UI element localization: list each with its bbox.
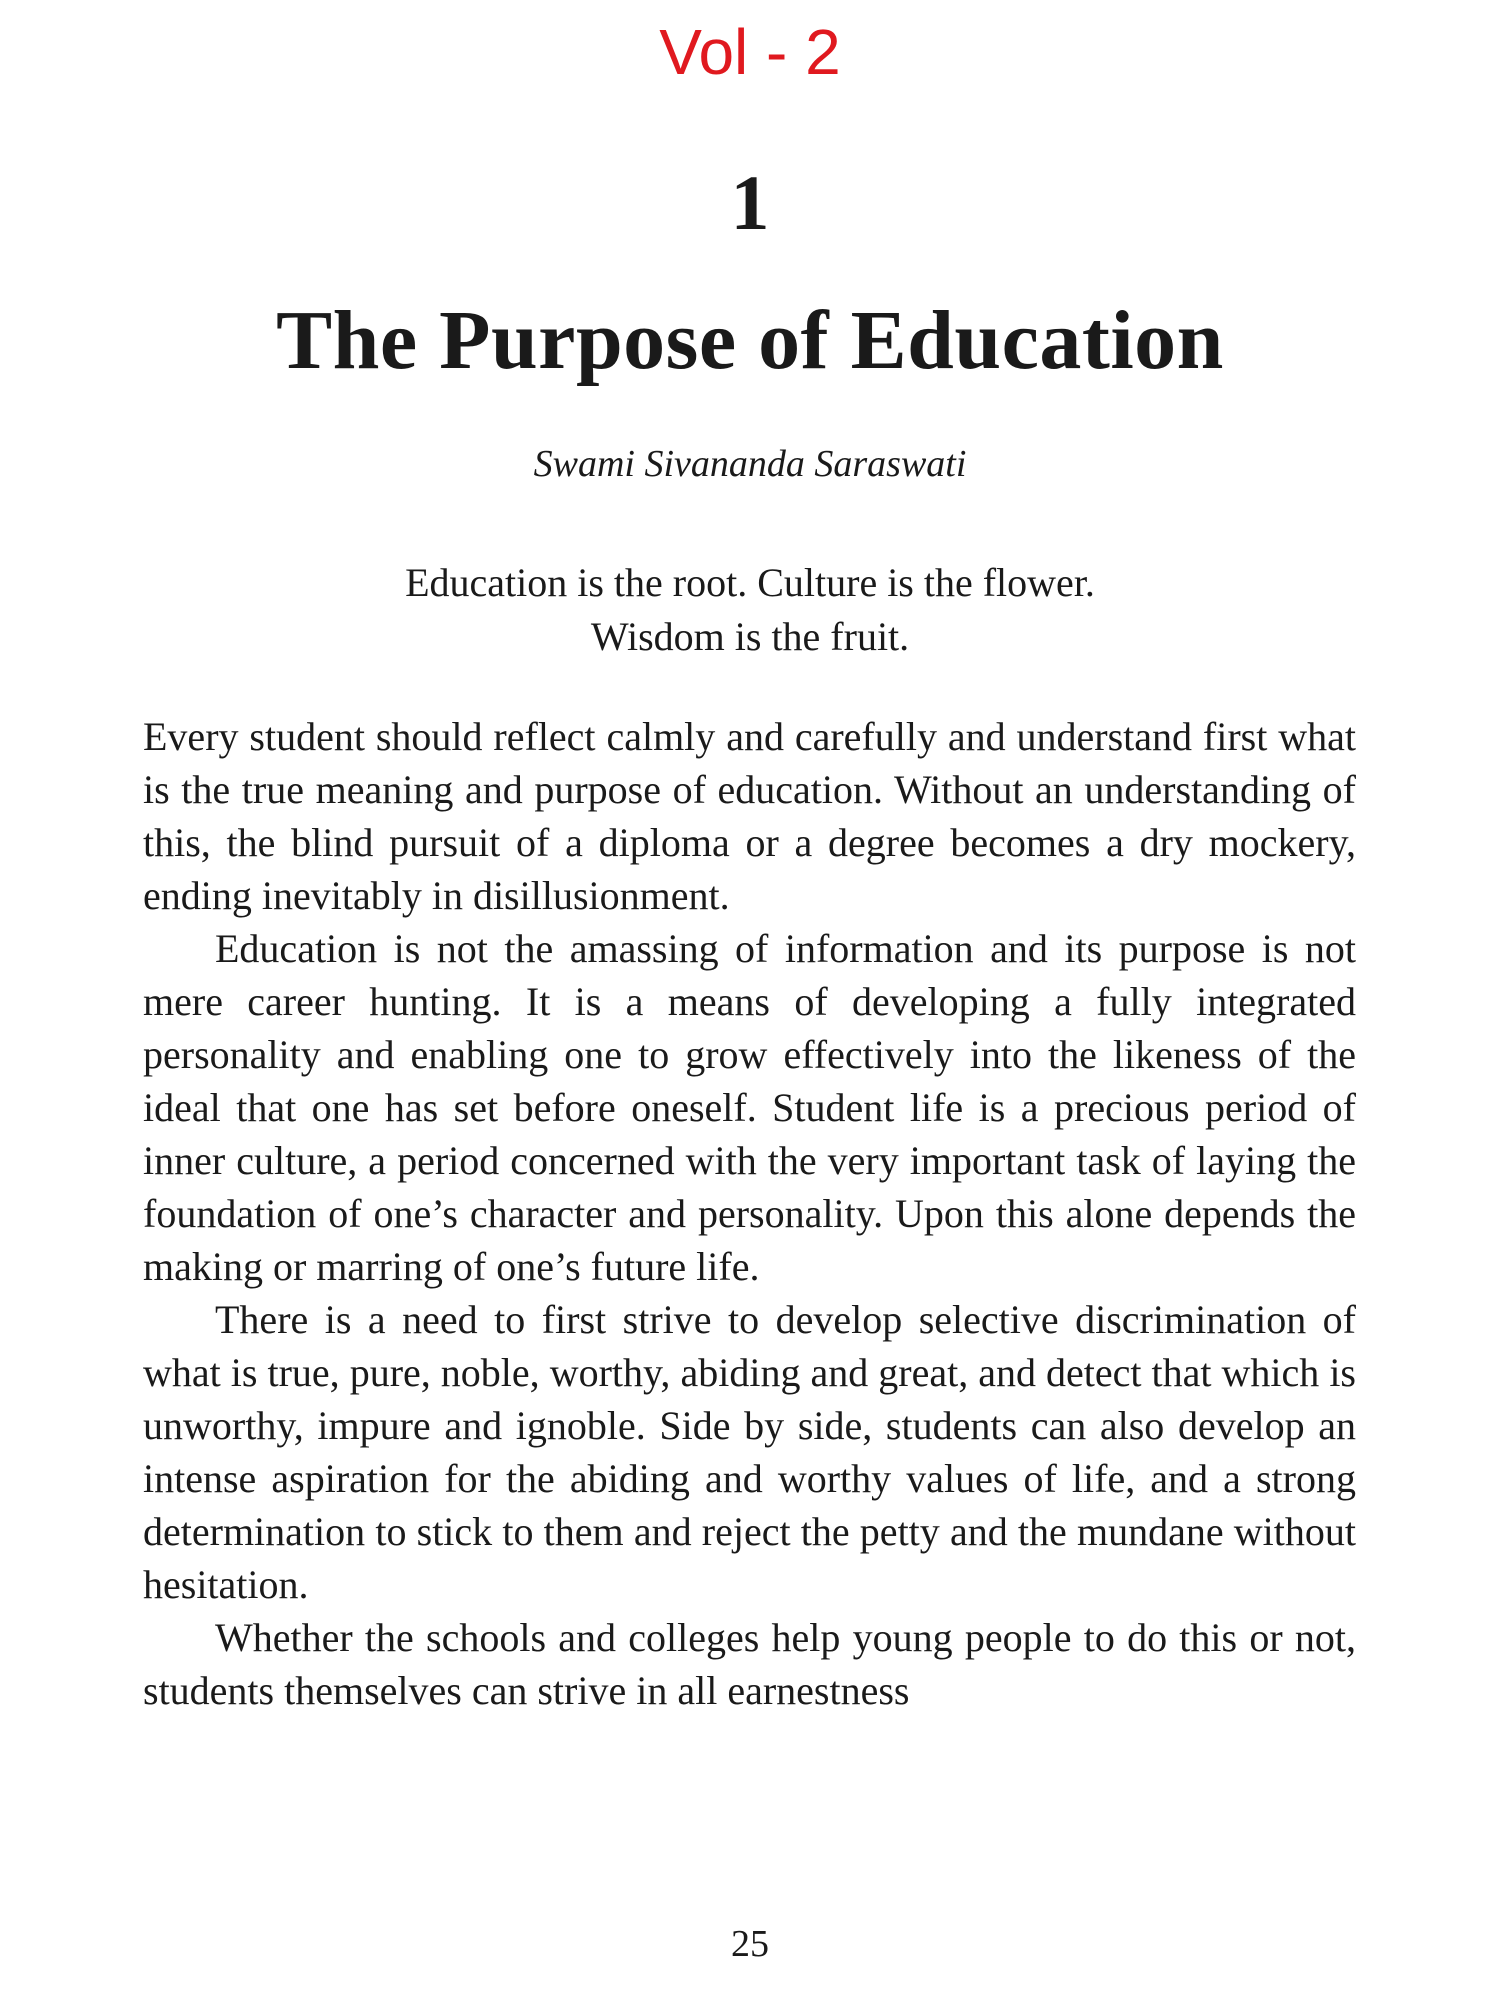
chapter-title: The Purpose of Education	[276, 294, 1224, 387]
paragraph-4: Whether the schools and colleges help young people to do this or not, students themselves can strive in all earnestness	[143, 1615, 1356, 1713]
epigraph-line-1: Education is the root. Culture is the flower.	[405, 560, 1095, 605]
paragraph-3: There is a need to first strive to develop selective discrimination of what is true, pure, noble, worthy, abiding and great, and detect that which is unworthy, impure and ignoble. Side by side, students can also develop an intense aspiration for the abiding and worthy values of life, and a strong determination to stick to them and reject the petty and the mundane without hesitation.	[143, 1297, 1356, 1607]
epigraph	[0, 556, 1500, 664]
paragraph-2: Education is not the amassing of information and its purpose is not mere career hunting. It is a means of developing a fully integrated personality and enabling one to grow effectively into the likeness of the ideal that one has set before oneself. Student life is a precious period of inner culture, a period concerned with the very important task of laying the foundation of one’s character and personality. Upon this alone depends the making or marring of one’s future life.	[143, 926, 1356, 1289]
author-name: Swami Sivananda Saraswati	[533, 443, 967, 485]
volume-label: Vol - 2	[659, 16, 841, 88]
page-number: 25	[731, 1923, 769, 1965]
body-text	[143, 710, 1356, 1717]
epigraph-line-2: Wisdom is the fruit.	[590, 614, 910, 659]
paragraph-1: Every student should reflect calmly and carefully and understand first what is the true meaning and purpose of education. Without an understanding of this, the blind pursuit of a diploma or a degree becomes a dry mockery, ending inevitably in disillusionment.	[143, 714, 1356, 918]
chapter-number: 1	[730, 159, 770, 246]
